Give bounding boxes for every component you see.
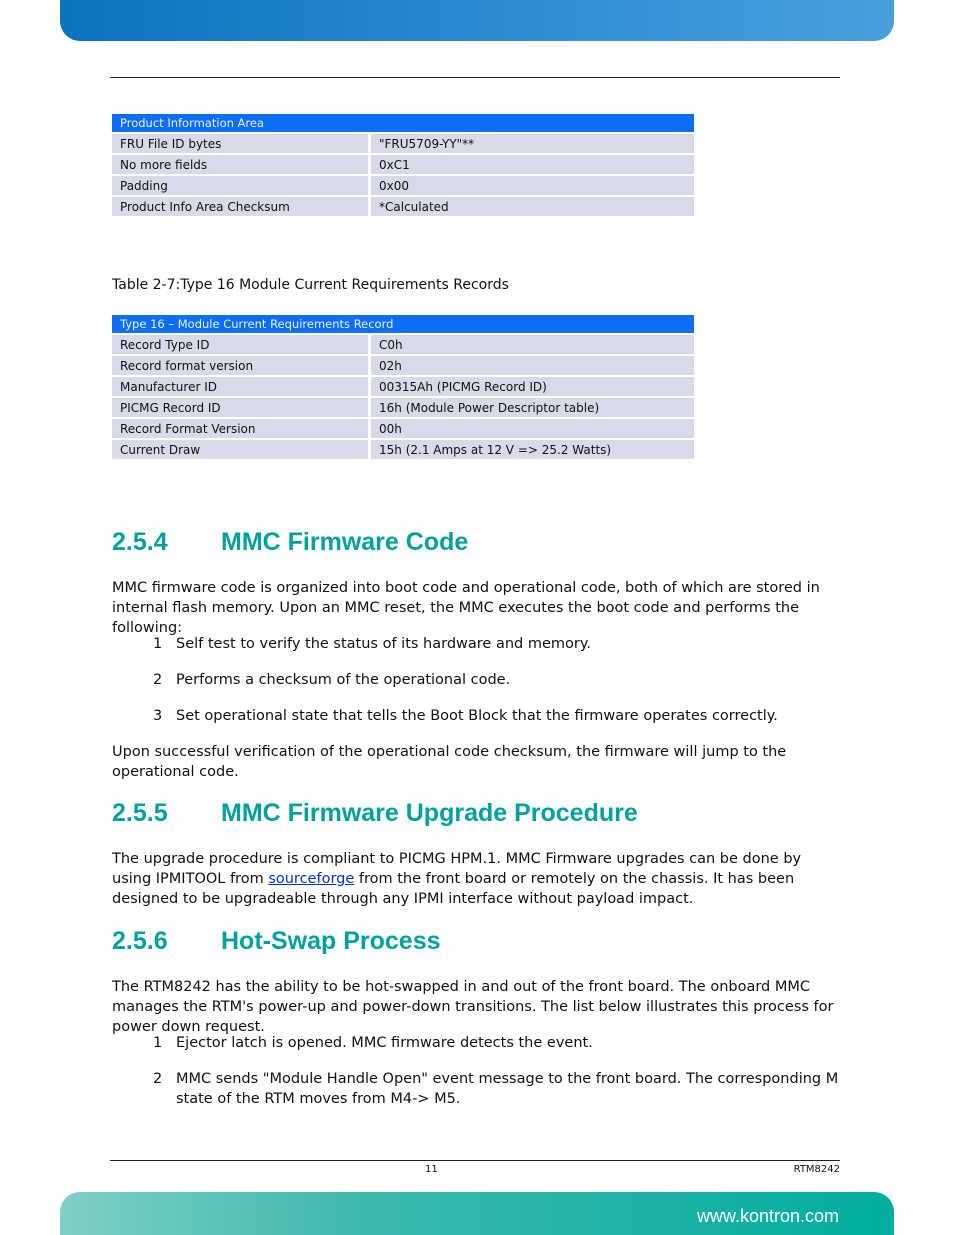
paragraph-text: from the front board or remotely on the chassis. It has been designed to be upgradeable through any IPMI interface without payload impact. xyxy=(112,871,795,907)
table-cell-value: 16h (Module Power Descriptor table) xyxy=(371,398,694,417)
table-cell-value: 00315Ah (PICMG Record ID) xyxy=(371,377,694,396)
list-text: Ejector latch is opened. MMC firmware detects the event. xyxy=(176,1035,593,1051)
list-item xyxy=(153,634,843,654)
list-text: Set operational state that tells the Boot Block that the firmware operates correctly. xyxy=(176,708,778,724)
table-row xyxy=(112,197,694,216)
footer-banner xyxy=(60,1192,894,1235)
section-paragraph xyxy=(112,849,842,909)
footer-rule xyxy=(110,1160,840,1161)
section-heading-2-5-6 xyxy=(112,927,441,956)
table-cell-field: FRU File ID bytes xyxy=(112,134,371,153)
section-outro: Upon successful verification of the operational code checksum, the firmware will jump to the operational code. xyxy=(112,744,787,780)
header-rule xyxy=(110,77,840,78)
table-cell-field: Record Type ID xyxy=(112,335,371,354)
table-row xyxy=(112,419,694,438)
list-item xyxy=(153,706,843,726)
section-title: MMC Firmware Code xyxy=(221,528,469,556)
website-url: www.kontron.com xyxy=(696,1206,839,1226)
section-heading-2-5-4 xyxy=(112,528,468,557)
product-info-table xyxy=(112,112,694,218)
section-number: 2.5.5 xyxy=(112,799,168,827)
table-row xyxy=(112,356,694,375)
list-number: 1 xyxy=(153,1035,163,1051)
table-row xyxy=(112,335,694,354)
table-caption: Table 2-7:Type 16 Module Current Requirements Records xyxy=(112,277,509,293)
list-number: 2 xyxy=(153,1071,163,1087)
table-cell-field: Product Info Area Checksum xyxy=(112,197,371,216)
table-row xyxy=(112,377,694,396)
table-cell-value: "FRU5709-YY"** xyxy=(371,134,694,153)
table-cell-field: No more fields xyxy=(112,155,371,174)
table-cell-field: Manufacturer ID xyxy=(112,377,371,396)
table-cell-field: Current Draw xyxy=(112,440,371,459)
list-text: MMC sends "Module Handle Open" event message to the front board. The corresponding M state of the RTM moves from M4-> M5. xyxy=(176,1071,839,1107)
paragraph-text: The upgrade procedure is compliant to PICMG HPM.1. MMC Firmware upgrades can be done by using IPMITOOL from xyxy=(112,851,802,887)
table-row xyxy=(112,440,694,459)
table-cell-field: Record format version xyxy=(112,356,371,375)
table-cell-value: 0x00 xyxy=(371,176,694,195)
table-cell-field: Padding xyxy=(112,176,371,195)
list-number: 2 xyxy=(153,672,163,688)
list-number: 3 xyxy=(153,708,163,724)
table-row xyxy=(112,155,694,174)
section-title: Hot-Swap Process xyxy=(221,927,441,955)
section-number: 2.5.6 xyxy=(112,927,168,955)
table-cell-field: PICMG Record ID xyxy=(112,398,371,417)
section-heading-2-5-5 xyxy=(112,799,638,828)
list-item xyxy=(153,1069,843,1109)
header-banner xyxy=(60,0,894,41)
table-cell-value: 00h xyxy=(371,419,694,438)
table-cell-value: 02h xyxy=(371,356,694,375)
table-row xyxy=(112,134,694,153)
document-id: RTM8242 xyxy=(793,1164,840,1175)
table-cell-value: 0xC1 xyxy=(371,155,694,174)
list-text: Self test to verify the status of its hardware and memory. xyxy=(176,636,591,652)
table-cell-value: *Calculated xyxy=(371,197,694,216)
section-intro: The RTM8242 has the ability to be hot-swapped in and out of the front board. The onboard MMC manages the RTM's power-up and power-down transitions. The list below illustrates this process for power down request. xyxy=(112,979,834,1035)
sourceforge-link[interactable]: sourceforge xyxy=(268,871,355,887)
table-row xyxy=(112,398,694,417)
section-number: 2.5.4 xyxy=(112,528,168,556)
list-number: 1 xyxy=(153,636,163,652)
list-item xyxy=(153,670,843,690)
module-current-table xyxy=(112,313,694,461)
list-text: Performs a checksum of the operational code. xyxy=(176,672,511,688)
section-intro: MMC firmware code is organized into boot code and operational code, both of which are stored in internal flash memory. Upon an MMC reset, the MMC executes the boot code and performs the following: xyxy=(112,580,820,636)
table-row xyxy=(112,176,694,195)
list-item xyxy=(153,1033,843,1053)
page-number: 11 xyxy=(425,1164,438,1175)
table-cell-value: C0h xyxy=(371,335,694,354)
table-header: Type 16 – Module Current Requirements Record xyxy=(112,315,694,333)
table-cell-value: 15h (2.1 Amps at 12 V => 25.2 Watts) xyxy=(371,440,694,459)
table-header: Product Information Area xyxy=(112,114,694,132)
table-cell-field: Record Format Version xyxy=(112,419,371,438)
section-title: MMC Firmware Upgrade Procedure xyxy=(221,799,638,827)
